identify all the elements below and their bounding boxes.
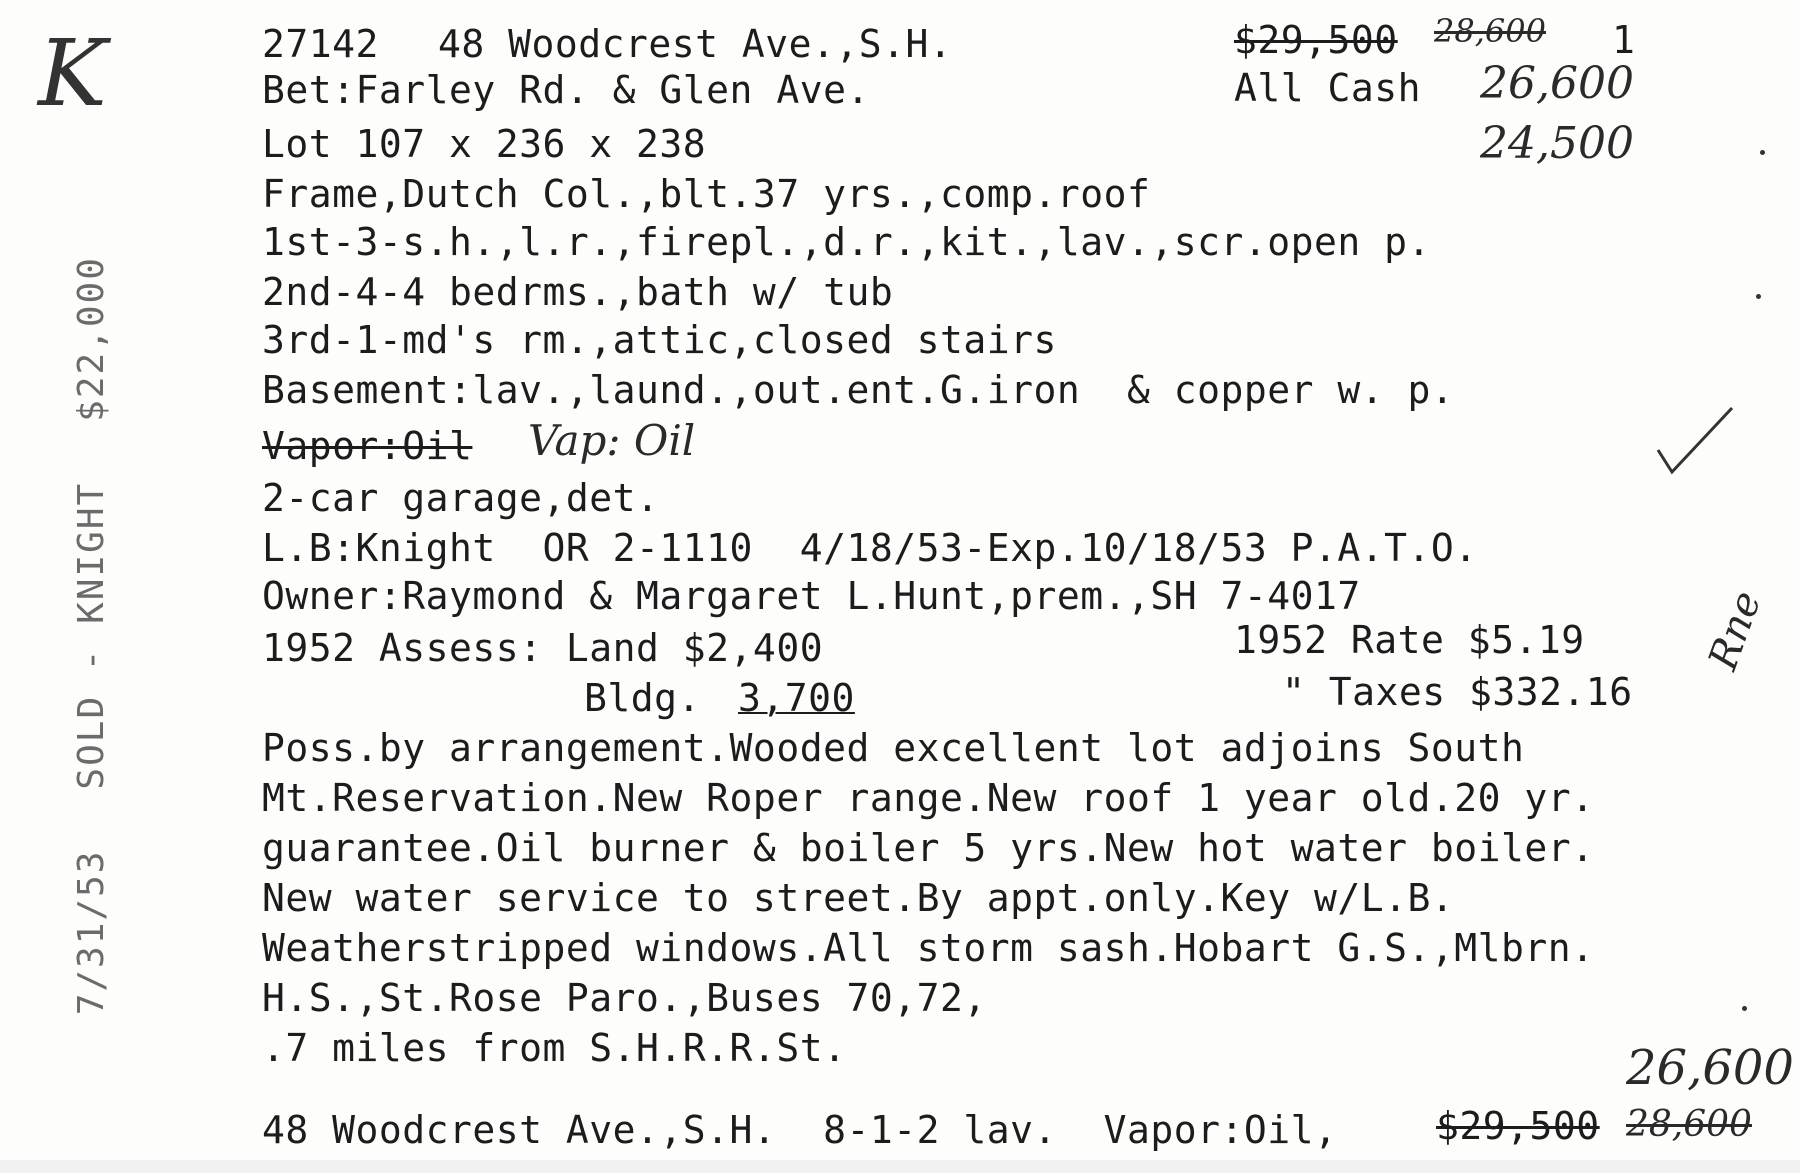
remark-line: H.S.,St.Rose Paro.,Buses 70,72,: [262, 976, 987, 1020]
assessment-bldg-label: Bldg.: [584, 676, 701, 720]
remark-line: .7 miles from S.H.R.R.St.: [262, 1026, 847, 1070]
footer-handwritten-new-price: 26,600: [1626, 1040, 1794, 1096]
dot-mark: [1742, 1006, 1747, 1011]
property-address: 48 Woodcrest Ave.,S.H.: [438, 22, 953, 66]
footer-summary: 48 Woodcrest Ave.,S.H. 8-1-2 lav. Vapor:Oil,: [262, 1108, 1338, 1152]
assessment-land: 1952 Assess: Land $2,400: [262, 626, 824, 670]
terms: All Cash: [1234, 66, 1422, 110]
sold-price: $22,000: [71, 256, 112, 422]
typed-price: $29,500: [1234, 18, 1398, 62]
handwritten-price-2: 24,500: [1480, 118, 1634, 169]
assessment-bldg-value: 3,700: [738, 676, 855, 720]
card-bottom-edge: [0, 1160, 1800, 1173]
between-streets: Bet:Farley Rd. & Glen Ave.: [262, 68, 870, 112]
remark-line: Poss.by arrangement.Wooded excellent lot adjoins South: [262, 726, 1525, 770]
footer-price: $29,500: [1436, 1104, 1600, 1148]
third-floor-line: 3rd-1-md's rm.,attic,closed stairs: [262, 318, 1057, 362]
card-number: 1: [1612, 18, 1636, 62]
listing-broker-line: L.B:Knight OR 2-1110 4/18/53-Exp.10/18/53 P.A.T.O.: [262, 526, 1478, 570]
sold-status: SOLD - KNIGHT: [71, 481, 112, 790]
lot-size: Lot 107 x 236 x 238: [262, 122, 707, 166]
handwritten-price-1: 26,600: [1480, 58, 1634, 109]
first-floor-line: 1st-3-s.h.,l.r.,firepl.,d.r.,kit.,lav.,scr.open p.: [262, 220, 1431, 264]
listing-number: 27142: [262, 22, 379, 66]
tax-rate: 1952 Rate $5.19: [1234, 618, 1585, 662]
handwritten-struck-price: 28,600: [1434, 12, 1546, 50]
handwritten-initials: Rne: [1700, 585, 1771, 676]
construction-line: Frame,Dutch Col.,blt.37 yrs.,comp.roof: [262, 172, 1151, 216]
remark-line: guarantee.Oil burner & boiler 5 yrs.New hot water boiler.: [262, 826, 1595, 870]
remark-line: Weatherstripped windows.All storm sash.Hobart G.S.,Mlbrn.: [262, 926, 1595, 970]
basement-line: Basement:lav.,laund.,out.ent.G.iron & copper w. p.: [262, 368, 1455, 412]
owner-line: Owner:Raymond & Margaret L.Hunt,prem.,SH 7-4017: [262, 574, 1361, 618]
handwritten-k-mark: K: [38, 20, 107, 127]
sold-stamp: [30, 196, 153, 1110]
checkmark-icon: [1650, 400, 1740, 480]
footer-handwritten-struck-price: 28,600: [1626, 1104, 1752, 1145]
remark-line: Mt.Reservation.New Roper range.New roof 1 year old.20 yr.: [262, 776, 1595, 820]
dot-mark: [1756, 294, 1761, 299]
garage-line: 2-car garage,det.: [262, 476, 660, 520]
sold-date: 7/31/53: [71, 849, 112, 1016]
heat-typed: Vapor:Oil: [262, 424, 473, 468]
remark-line: New water service to street.By appt.only.Key w/L.B.: [262, 876, 1455, 920]
second-floor-line: 2nd-4-4 bedrms.,bath w/ tub: [262, 270, 894, 314]
taxes-line: " Taxes $332.16: [1282, 670, 1633, 714]
dot-mark: [1760, 150, 1765, 155]
heat-handwritten: Vap: Oil: [528, 416, 696, 465]
